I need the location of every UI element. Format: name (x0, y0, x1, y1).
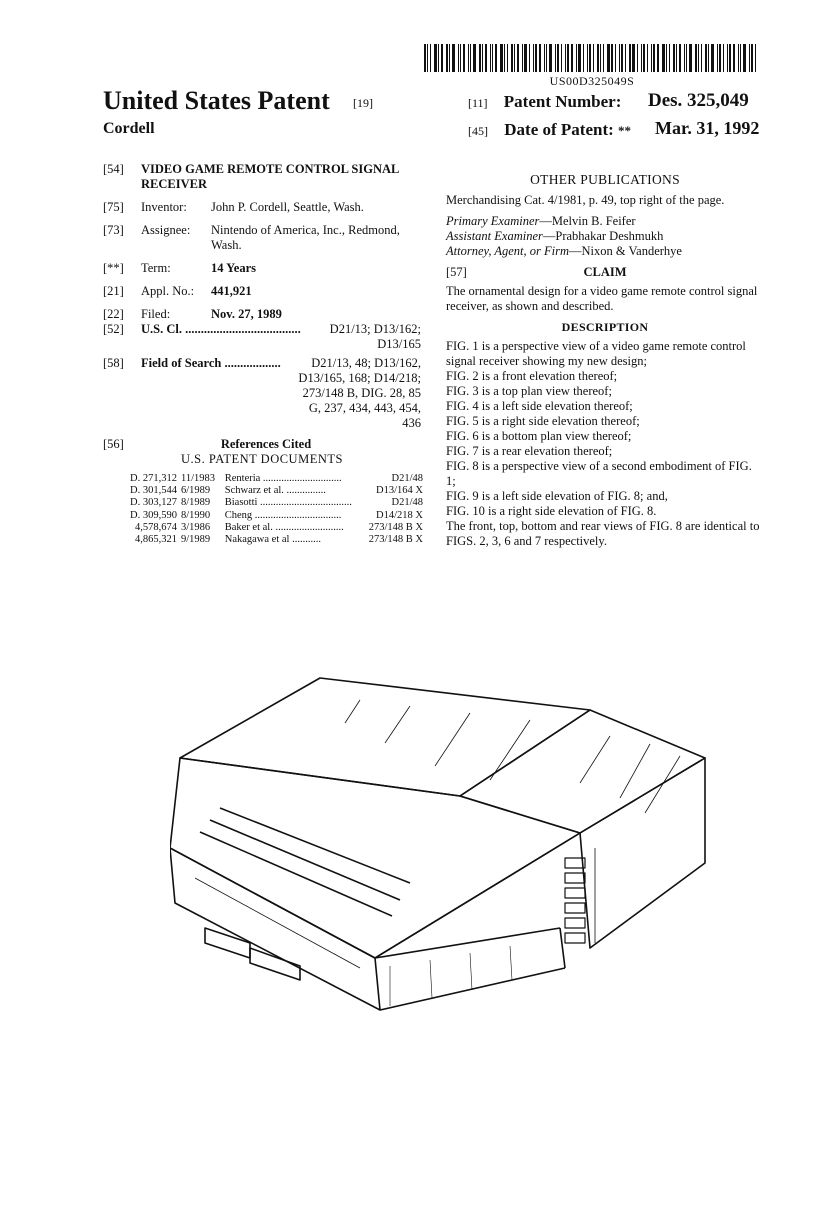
patent-drawing (170, 648, 720, 1028)
barcode-bar (611, 44, 613, 72)
barcode-bar (500, 44, 503, 72)
reference-row (117, 485, 423, 497)
barcode-bar (666, 44, 667, 72)
description-item: FIG. 5 is a right side elevation thereof; (446, 414, 640, 428)
other-publications-heading: OTHER PUBLICATIONS (530, 172, 680, 187)
date-label: Date of Patent: (504, 120, 614, 139)
barcode (424, 44, 760, 72)
description-item: FIG. 9 is a left side elevation of FIG. 8; and, (446, 489, 668, 503)
barcode-bar (485, 44, 487, 72)
appl-value: 441,921 (211, 284, 252, 298)
barcode-bar (600, 44, 601, 72)
attorney-label: Attorney, Agent, or Firm (446, 244, 570, 258)
term-value: 14 Years (211, 261, 257, 275)
barcode-bar (446, 44, 448, 72)
reference-cls: D21/48 (391, 497, 423, 509)
references-heading-row (103, 437, 421, 452)
field-code: [21] (103, 284, 124, 298)
barcode-bar (514, 44, 515, 72)
barcode-bar (597, 44, 599, 72)
filed-value: Nov. 27, 1989 (211, 307, 282, 321)
other-publications: Merchandising Cat. 4/1981, p. 49, top right of the page. (446, 193, 725, 207)
barcode-bar (567, 44, 569, 72)
barcode-bar (607, 44, 610, 72)
field-of-search-value: D21/13, 48; D13/162, D13/165, 168; D14/218; 273/148 B, DIG. 28, 85 G, 237, 434, 443, 454, 436 (298, 356, 421, 430)
claim-heading-row (446, 265, 764, 280)
field-code: [56] (103, 437, 124, 451)
barcode-bar (632, 44, 635, 72)
primary-examiner-label: Primary Examiner (446, 214, 540, 228)
field-code: [22] (103, 307, 124, 321)
barcode-bar (740, 44, 741, 72)
barcode-bar (729, 44, 731, 72)
description-item: FIG. 6 is a bottom plan view thereof; (446, 429, 632, 443)
barcode-bar (490, 44, 491, 72)
barcode-bar (507, 44, 508, 72)
barcode-bar (733, 44, 735, 72)
barcode-bar (529, 44, 530, 72)
barcode-bar (587, 44, 588, 72)
patent-number-label: Patent Number: (503, 92, 622, 111)
barcode-bar (544, 44, 545, 72)
reference-name: Baker et al. .......................... (224, 521, 344, 533)
assignee-field (103, 223, 421, 253)
barcode-bar (430, 44, 431, 72)
references-heading: References Cited (220, 437, 312, 451)
attorney-value: —Nixon & Vanderhye (569, 244, 682, 258)
barcode-bar (698, 44, 699, 72)
barcode-bar (427, 44, 428, 72)
appl-field (103, 284, 421, 299)
barcode-bar (621, 44, 623, 72)
barcode-bar (576, 44, 577, 72)
barcode-bar (434, 44, 437, 72)
barcode-bar (583, 44, 584, 72)
barcode-bar (689, 44, 692, 72)
primary-examiner (446, 214, 764, 229)
barcode-bar (561, 44, 562, 72)
description-item: FIG. 8 is a perspective view of a second embodiment of FIG. 1; (446, 459, 752, 488)
reference-date: 8/1989 (181, 497, 211, 509)
reference-date: 9/1989 (181, 534, 211, 546)
barcode-bar (517, 44, 519, 72)
primary-examiner-value: —Melvin B. Feifer (539, 214, 636, 228)
barcode-bar (686, 44, 687, 72)
top-front-slope (170, 758, 580, 958)
field-code: [52] (103, 322, 124, 336)
reference-date: 11/1983 (181, 473, 216, 484)
barcode-bar (711, 44, 714, 72)
patent-number-line (468, 92, 621, 112)
reference-row (117, 534, 423, 546)
barcode-bar (723, 44, 724, 72)
field-label: Assignee: (141, 223, 191, 237)
barcode-bar (705, 44, 707, 72)
barcode-bar (708, 44, 709, 72)
barcode-bar (495, 44, 497, 72)
barcode-bar (673, 44, 675, 72)
reference-date: 6/1989 (181, 485, 211, 497)
description-item: FIG. 3 is a top plan view thereof; (446, 384, 612, 398)
reference-name: Nakagawa et al ........... (224, 534, 321, 546)
barcode-bar (643, 44, 645, 72)
reference-cls: D21/48 (391, 473, 423, 484)
field-of-search (103, 356, 421, 431)
barcode-bar (593, 44, 594, 72)
barcode-bar (676, 44, 677, 72)
reference-row (117, 473, 423, 485)
foot (205, 928, 250, 958)
barcode-bar (751, 44, 753, 72)
barcode-bar (565, 44, 566, 72)
inventor-field (103, 200, 421, 215)
patent-number: Des. 325,049 (648, 90, 749, 111)
barcode-bar (738, 44, 739, 72)
barcode-bar (719, 44, 721, 72)
barcode-bar (684, 44, 685, 72)
references-subheading: U.S. PATENT DOCUMENTS (181, 452, 343, 466)
us-class-value: D21/13; D13/162; D13/165 (329, 322, 421, 351)
barcode-bar (625, 44, 626, 72)
references-table (117, 473, 423, 546)
field-code: [58] (103, 356, 124, 370)
description-item: FIG. 4 is a left side elevation thereof; (446, 399, 633, 413)
barcode-bar (701, 44, 702, 72)
bibliographic-column (103, 162, 421, 546)
inventor-value: John P. Cordell, Seattle, Wash. (211, 200, 364, 214)
reference-cls: D13/164 X (376, 485, 423, 497)
barcode-bar (578, 44, 581, 72)
barcode-bar (557, 44, 559, 72)
barcode-bar (727, 44, 728, 72)
description-item: The front, top, bottom and rear views of FIG. 8 are identical to FIGS. 2, 3, 6 and 7 respectively. (446, 519, 760, 548)
barcode-bar (482, 44, 483, 72)
patent-date: Mar. 31, 1992 (655, 118, 760, 138)
barcode-bar (458, 44, 459, 72)
barcode-bar (717, 44, 718, 72)
reference-row (117, 510, 423, 522)
barcode-bar (641, 44, 642, 72)
title-field (103, 162, 421, 192)
barcode-bar (533, 44, 534, 72)
field-label: Term: (141, 261, 171, 275)
front-face (170, 848, 380, 1010)
reference-row (117, 497, 423, 509)
vent-slots (565, 858, 585, 943)
field-code: [57] (446, 265, 467, 279)
barcode-bar (615, 44, 616, 72)
claim-heading: CLAIM (583, 265, 627, 279)
assistant-examiner-label: Assistant Examiner (446, 229, 543, 243)
barcode-bar (539, 44, 541, 72)
top-back-panel (180, 678, 590, 796)
term-field (103, 261, 421, 276)
barcode-bar (449, 44, 450, 72)
description-item: FIG. 7 is a rear elevation thereof; (446, 444, 613, 458)
top-right-panel (460, 710, 705, 833)
barcode-bar (522, 44, 523, 72)
reference-num: 4,865,321 (135, 534, 177, 546)
assistant-examiner-value: —Prabhakar Deshmukh (542, 229, 664, 243)
reference-num: D. 271,312 (130, 473, 177, 484)
barcode-bar (662, 44, 665, 72)
claim-text: The ornamental design for a video game remote control signal receiver, as shown and described. (446, 284, 758, 313)
barcode-bar (657, 44, 659, 72)
description-heading: DESCRIPTION (561, 320, 649, 334)
reference-num: 4,578,674 (135, 521, 177, 533)
barcode-bar (463, 44, 465, 72)
barcode-bar (504, 44, 505, 72)
barcode-bar (755, 44, 756, 72)
barcode-bar (679, 44, 681, 72)
barcode-bar (695, 44, 697, 72)
field-label: Filed: (141, 307, 171, 321)
barcode-bar (637, 44, 638, 72)
foot (250, 948, 300, 980)
invention-title: VIDEO GAME REMOTE CONTROL SIGNAL RECEIVER (141, 162, 399, 191)
field-label: U.S. Cl. ..................................... (141, 322, 301, 336)
barcode-bar (441, 44, 443, 72)
barcode-bar (460, 44, 461, 72)
reference-cls: D14/218 X (376, 509, 423, 521)
reference-num: D. 303,127 (130, 497, 177, 509)
barcode-bar (549, 44, 552, 72)
us-class-field (103, 322, 421, 352)
reference-num: D. 309,590 (130, 509, 177, 521)
assistant-examiner (446, 229, 764, 244)
barcode-bar (473, 44, 476, 72)
right-side-block (580, 758, 705, 948)
barcode-bar (629, 44, 631, 72)
description-list (446, 339, 764, 549)
reference-row (117, 522, 423, 534)
barcode-bar (438, 44, 439, 72)
barcode-bar (651, 44, 652, 72)
barcode-bar (424, 44, 426, 72)
date-code: [45] (468, 124, 488, 138)
barcode-bar (669, 44, 670, 72)
right-column (446, 172, 764, 549)
patent-title: United States Patent (103, 86, 330, 115)
description-item: FIG. 2 is a front elevation thereof; (446, 369, 618, 383)
reference-num: D. 301,544 (130, 485, 177, 497)
barcode-bar (619, 44, 620, 72)
barcode-bar (524, 44, 527, 72)
reference-name: Biasotti ................................... (224, 497, 352, 509)
reference-name: Renteria .............................. (224, 473, 342, 484)
description-item: FIG. 10 is a right side elevation of FIG. 8. (446, 504, 657, 518)
reference-name: Cheng ................................. (224, 509, 342, 521)
patent-number-code: [11] (468, 96, 488, 110)
field-code: [**] (103, 261, 124, 275)
attorney (446, 244, 764, 259)
barcode-bar (452, 44, 455, 72)
filed-field (103, 307, 421, 322)
barcode-bar (468, 44, 469, 72)
description-item: FIG. 1 is a perspective view of a video game remote control signal receiver showing my new design; (446, 339, 746, 368)
barcode-bar (546, 44, 547, 72)
reference-name: Schwarz et al. ............... (224, 485, 326, 497)
barcode-bar (603, 44, 604, 72)
barcode-bar (492, 44, 493, 72)
field-code: [73] (103, 223, 124, 237)
field-label: Appl. No.: (141, 284, 195, 298)
barcode-bar (653, 44, 655, 72)
document-number: US00D325049S (549, 74, 635, 88)
barcode-bar (511, 44, 513, 72)
date-marker: ** (618, 123, 632, 138)
barcode-bar (589, 44, 591, 72)
barcode-bar (571, 44, 573, 72)
barcode-bar (479, 44, 481, 72)
reference-date: 8/1990 (181, 509, 211, 521)
inventor-surname: Cordell (103, 120, 155, 137)
reference-date: 3/1986 (181, 521, 211, 533)
field-code: [54] (103, 162, 124, 176)
field-label: Inventor: (141, 200, 187, 214)
reference-cls: 273/148 B X (368, 534, 423, 546)
date-line (468, 120, 631, 140)
barcode-bar (535, 44, 537, 72)
barcode-bar (749, 44, 750, 72)
barcode-bar (470, 44, 471, 72)
assignee-value: Nintendo of America, Inc., Redmond, Wash. (211, 223, 400, 252)
field-code: [75] (103, 200, 124, 214)
barcode-bar (647, 44, 648, 72)
reference-cls: 273/148 B X (368, 521, 423, 533)
barcode-bar (743, 44, 746, 72)
field-label: Field of Search .................. (141, 356, 281, 370)
barcode-bar (555, 44, 556, 72)
title-code: [19] (353, 96, 373, 110)
